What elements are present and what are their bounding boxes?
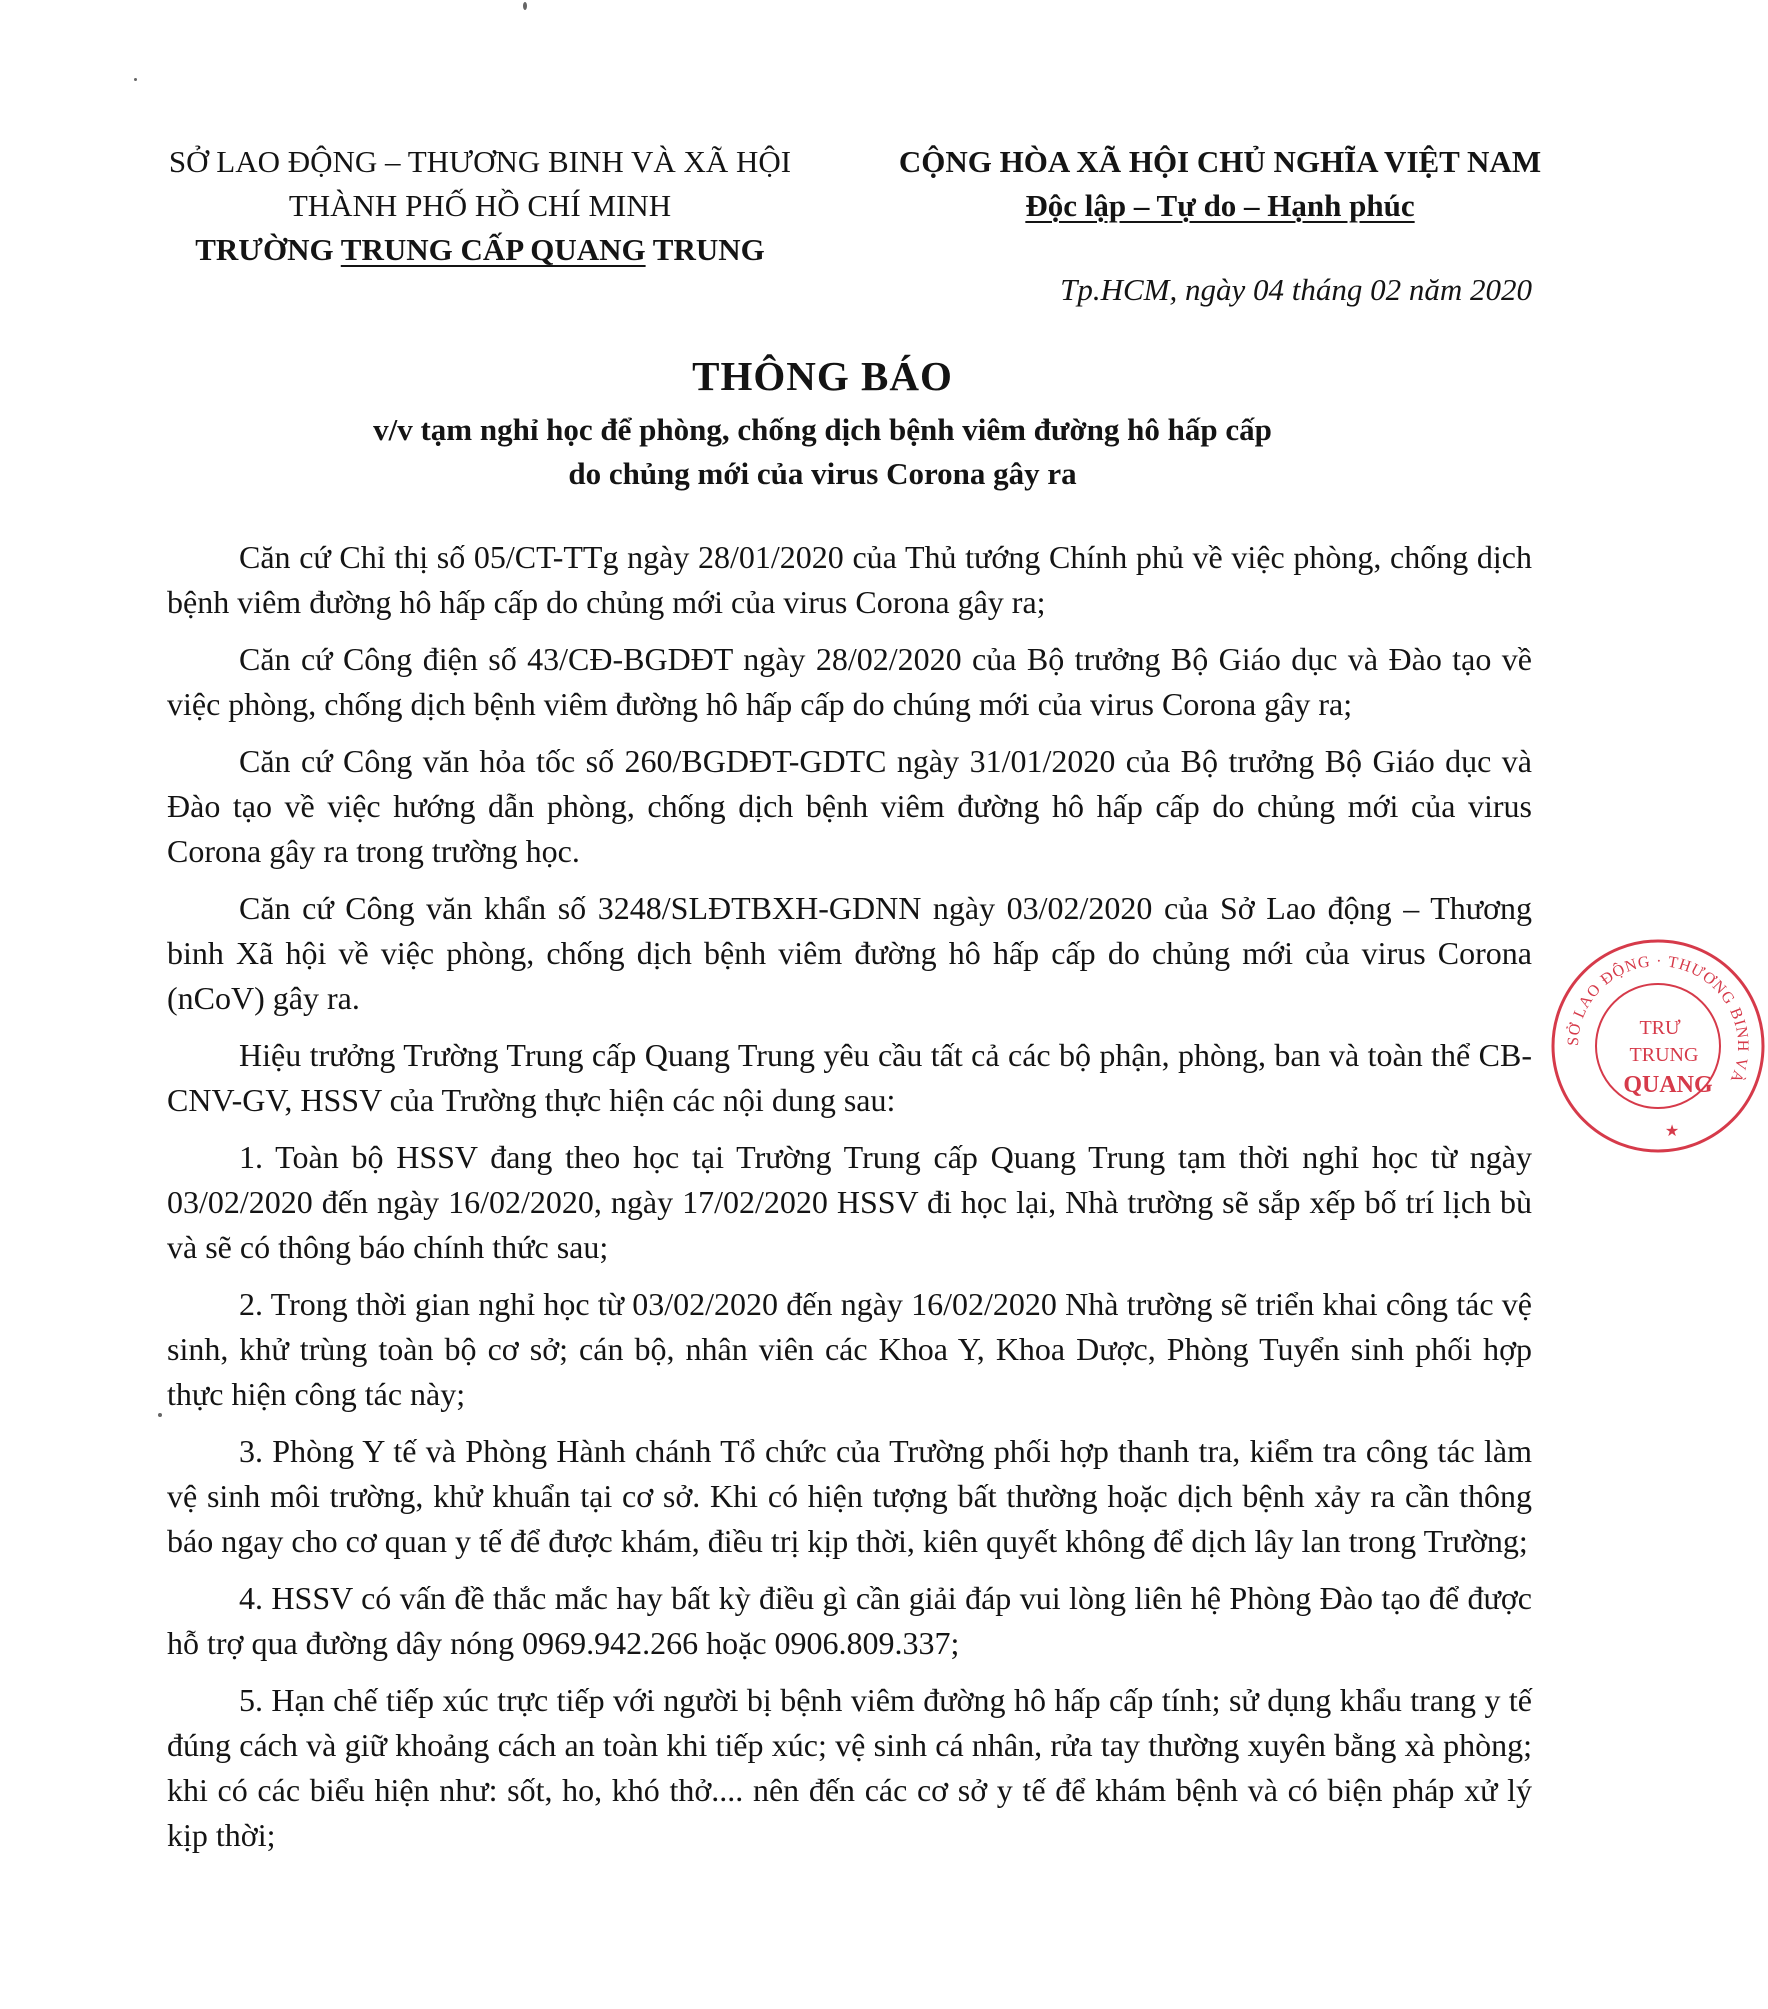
- motto-text: Độc lập – Tự do – Hạnh phúc: [1025, 188, 1415, 223]
- numbered-item: 2. Trong thời gian nghỉ học từ 03/02/2020 đến ngày 16/02/2020 Nhà trường sẽ triển khai công tác vệ sinh, khử trùng toàn bộ cơ sở; cán bộ, nhân viên các Khoa Y, Khoa Dược, Phòng Tuyển sinh phối hợp thực hiện công tác này;: [167, 1286, 1532, 1412]
- numbered-item: 1. Toàn bộ HSSV đang theo học tại Trường Trung cấp Quang Trung tạm thời nghỉ học từ ngày 03/02/2020 đến ngày 16/02/2020, ngày 17/02/2020 HSSV đi học lại, Nhà trường sẽ sắp xếp bố trí lịch bù và sẽ có thông báo chính thức sau;: [167, 1139, 1532, 1265]
- body-paragraph: Căn cứ Chỉ thị số 05/CT-TTg ngày 28/01/2020 của Thủ tướng Chính phủ về việc phòng, chống dịch bệnh viêm đường hô hấp cấp do chủng mới của virus Corona gây ra;: [167, 539, 1532, 620]
- body-paragraph: Căn cứ Công văn hỏa tốc số 260/BGDĐT-GDTC ngày 31/01/2020 của Bộ trưởng Bộ Giáo dục và Đào tạo về việc hướng dẫn phòng, chống dịch bệnh viêm đường hô hấp cấp do chủng mới của virus Corona gây ra trong trường học.: [167, 743, 1532, 869]
- seal-line-2: TRUNG: [1629, 1044, 1699, 1066]
- issuing-authority: [160, 140, 800, 272]
- seal-line-3: QUANG: [1623, 1072, 1713, 1098]
- scan-speck: [158, 1413, 162, 1417]
- issue-date: Tp.HCM, ngày 04 tháng 02 năm 2020: [1060, 272, 1532, 307]
- school-suffix: TRUNG: [645, 232, 765, 267]
- scan-speck: [134, 78, 137, 81]
- body-paragraph: Hiệu trưởng Trường Trung cấp Quang Trung yêu cầu tất cả các bộ phận, phòng, ban và toàn thể CB-CNV-GV, HSSV của Trường thực hiện các nội dung sau:: [167, 1037, 1532, 1118]
- document-subject: [0, 408, 1645, 496]
- city-line: THÀNH PHỐ HỒ CHÍ MINH: [288, 188, 672, 223]
- numbered-item: 3. Phòng Y tế và Phòng Hành chánh Tổ chức của Trường phối hợp thanh tra, kiểm tra công tác làm vệ sinh môi trường, khử khuẩn tại cơ sở. Khi có hiện tượng bất thường hoặc dịch bệnh xảy ra cần thông báo ngay cho cơ quan y tế để được khám, điều trị kịp thời, kiên quyết không để dịch lây lan trong Trường;: [167, 1433, 1532, 1559]
- subject-line-1: v/v tạm nghỉ học để phòng, chống dịch bệnh viêm đường hô hấp cấp: [373, 412, 1272, 447]
- seal-arc-text: SỞ LAO ĐỘNG · THƯƠNG BINH VÀ: [1564, 952, 1752, 1086]
- national-motto: [860, 184, 1580, 228]
- subject-line-2: do chủng mới của virus Corona gây ra: [568, 456, 1077, 491]
- body-paragraph: Căn cứ Công điện số 43/CĐ-BGDĐT ngày 28/02/2020 của Bộ trưởng Bộ Giáo dục và Đào tạo về việc phòng, chống dịch bệnh viêm đường hô hấp cấp do chúng mới của virus Corona gây ra;: [167, 641, 1532, 722]
- school-underlined: TRUNG CẤP QUANG: [340, 232, 646, 267]
- body-paragraph: Căn cứ Công văn khẩn số 3248/SLĐTBXH-GDNN ngày 03/02/2020 của Sở Lao động – Thương binh Xã hội về việc phòng, chống dịch bệnh viêm đường hô hấp cấp do chủng mới của virus Corona (nCoV) gây ra.: [167, 890, 1532, 1016]
- seal-line-1: TRƯ: [1639, 1017, 1681, 1039]
- document-title: THÔNG BÁO: [692, 353, 953, 399]
- scan-speck: [523, 2, 527, 10]
- country-name: CỘNG HÒA XÃ HỘI CHỦ NGHĨA VIỆT NAM: [898, 144, 1542, 179]
- document-body: [167, 535, 1532, 1870]
- official-seal-stamp: [1548, 936, 1768, 1156]
- seal-star-icon: ★: [1664, 1121, 1680, 1140]
- numbered-item: 4. HSSV có vấn đề thắc mắc hay bất kỳ điều gì cần giải đáp vui lòng liên hệ Phòng Đào tạo để được hỗ trợ qua đường dây nóng 0969.942.266 hoặc 0906.809.337;: [167, 1580, 1532, 1661]
- national-header: [860, 140, 1580, 228]
- numbered-item: 5. Hạn chế tiếp xúc trực tiếp với người bị bệnh viêm đường hô hấp cấp tính; sử dụng khẩu trang y tế đúng cách và giữ khoảng cách an toàn khi tiếp xúc; vệ sinh cá nhân, rửa tay thường xuyên bằng xà phòng; khi có các biểu hiện như: sốt, ho, khó thở.... nên đến các cơ sở y tế để khám bệnh và có biện pháp xử lý kịp thời;: [167, 1682, 1532, 1853]
- school-prefix: TRƯỜNG: [195, 232, 341, 267]
- school-name: [160, 228, 800, 272]
- ministry-line: SỞ LAO ĐỘNG – THƯƠNG BINH VÀ XÃ HỘI: [168, 144, 792, 179]
